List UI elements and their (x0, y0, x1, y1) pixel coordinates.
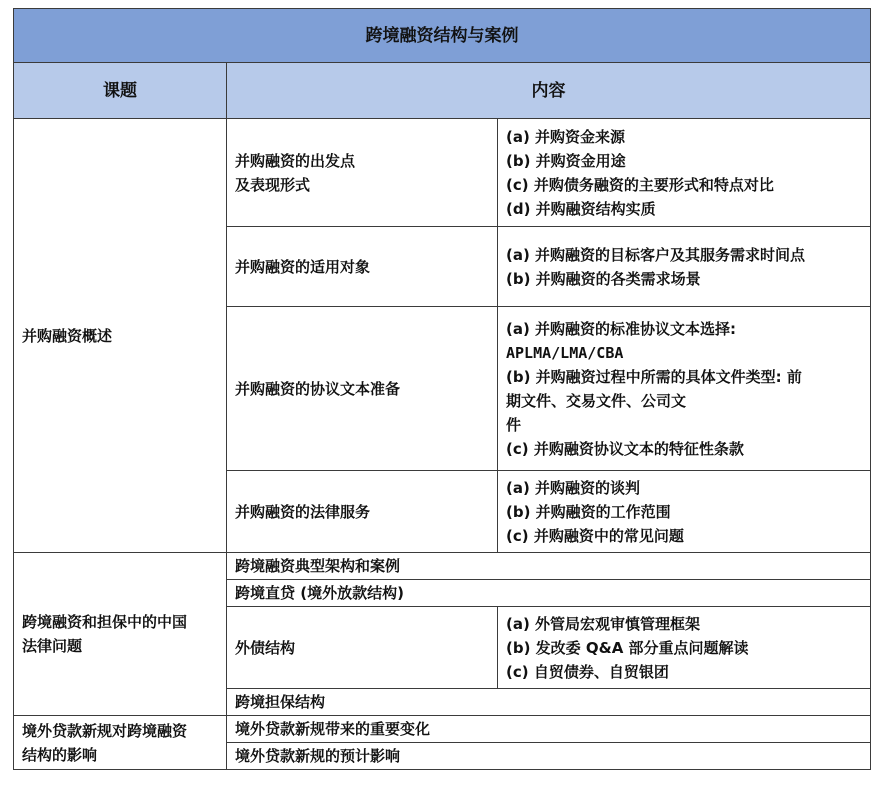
table-title: 跨境融资结构与案例 (14, 9, 871, 63)
topic-text: 并购融资概述 (22, 326, 113, 345)
subject-cell (227, 471, 498, 553)
subject-cell (227, 227, 498, 307)
detail-item: (a) 并购资金来源 (506, 127, 626, 146)
subject-cell (227, 119, 498, 227)
title-row (14, 9, 871, 63)
detail-item: (b) 发改委 Q&A 部分重点问题解读 (506, 638, 749, 657)
subject-cell: 外债结构 (227, 607, 498, 689)
details-cell (498, 227, 871, 307)
detail-item: (a) 并购融资的目标客户及其服务需求时间点 (506, 245, 806, 264)
detail-item: (c) 自贸债券、自贸银团 (506, 662, 669, 681)
details-cell (498, 607, 871, 689)
subject-text: 并购融资的法律服务 (235, 502, 371, 521)
topic-text: 结构的影响 (22, 745, 98, 764)
detail-item: (d) 并购融资结构实质 (506, 199, 656, 218)
subject-cell: 跨境直贷 (境外放款结构) (227, 580, 871, 607)
topic-text: 法律问题 (22, 637, 83, 655)
course-table (13, 8, 871, 770)
topic-cell (14, 119, 227, 553)
detail-item: (c) 并购融资协议文本的特征性条款 (506, 439, 744, 458)
detail-item: 件 (506, 415, 522, 434)
subject-cell: 境外贷款新规的预计影响 (227, 743, 871, 770)
detail-item: (c) 并购债务融资的主要形式和特点对比 (506, 175, 774, 194)
detail-item: APLMA/LMA/CBA (506, 343, 624, 362)
subject-cell: 境外贷款新规带来的重要变化 (227, 716, 871, 743)
table-row (14, 716, 871, 743)
detail-item: (a) 并购融资的标准协议文本选择: (506, 319, 737, 338)
detail-item: (b) 并购融资的工作范围 (506, 502, 671, 521)
table-row (14, 119, 871, 227)
details-cell (498, 307, 871, 471)
header-content: 内容 (227, 63, 871, 119)
detail-item: 期文件、交易文件、公司文 (506, 391, 687, 410)
subject-text: 并购融资的出发点 (235, 151, 356, 170)
subject-cell (227, 307, 498, 471)
details-cell (498, 471, 871, 553)
topic-cell (14, 553, 227, 716)
detail-item: (b) 并购融资过程中所需的具体文件类型: 前 (506, 367, 802, 386)
detail-item: (c) 并购融资中的常见问题 (506, 526, 684, 545)
subject-text: 并购融资的协议文本准备 (235, 379, 401, 398)
header-row (14, 63, 871, 119)
topic-text: 境外贷款新规对跨境融资 (22, 721, 188, 740)
header-topic: 课题 (14, 63, 227, 119)
subject-text: 并购融资的适用对象 (235, 257, 371, 276)
topic-cell (14, 716, 227, 770)
subject-cell: 跨境融资典型架构和案例 (227, 553, 871, 580)
detail-item: (b) 并购融资的各类需求场景 (506, 269, 701, 288)
table-row (14, 553, 871, 580)
detail-item: (a) 外管局宏观审慎管理框架 (506, 614, 701, 633)
subject-cell: 跨境担保结构 (227, 689, 871, 716)
topic-text: 跨境融资和担保中的中国 (22, 613, 188, 631)
detail-item: (a) 并购融资的谈判 (506, 478, 641, 497)
detail-item: (b) 并购资金用途 (506, 151, 626, 170)
details-cell (498, 119, 871, 227)
subject-text: 及表现形式 (235, 175, 311, 194)
